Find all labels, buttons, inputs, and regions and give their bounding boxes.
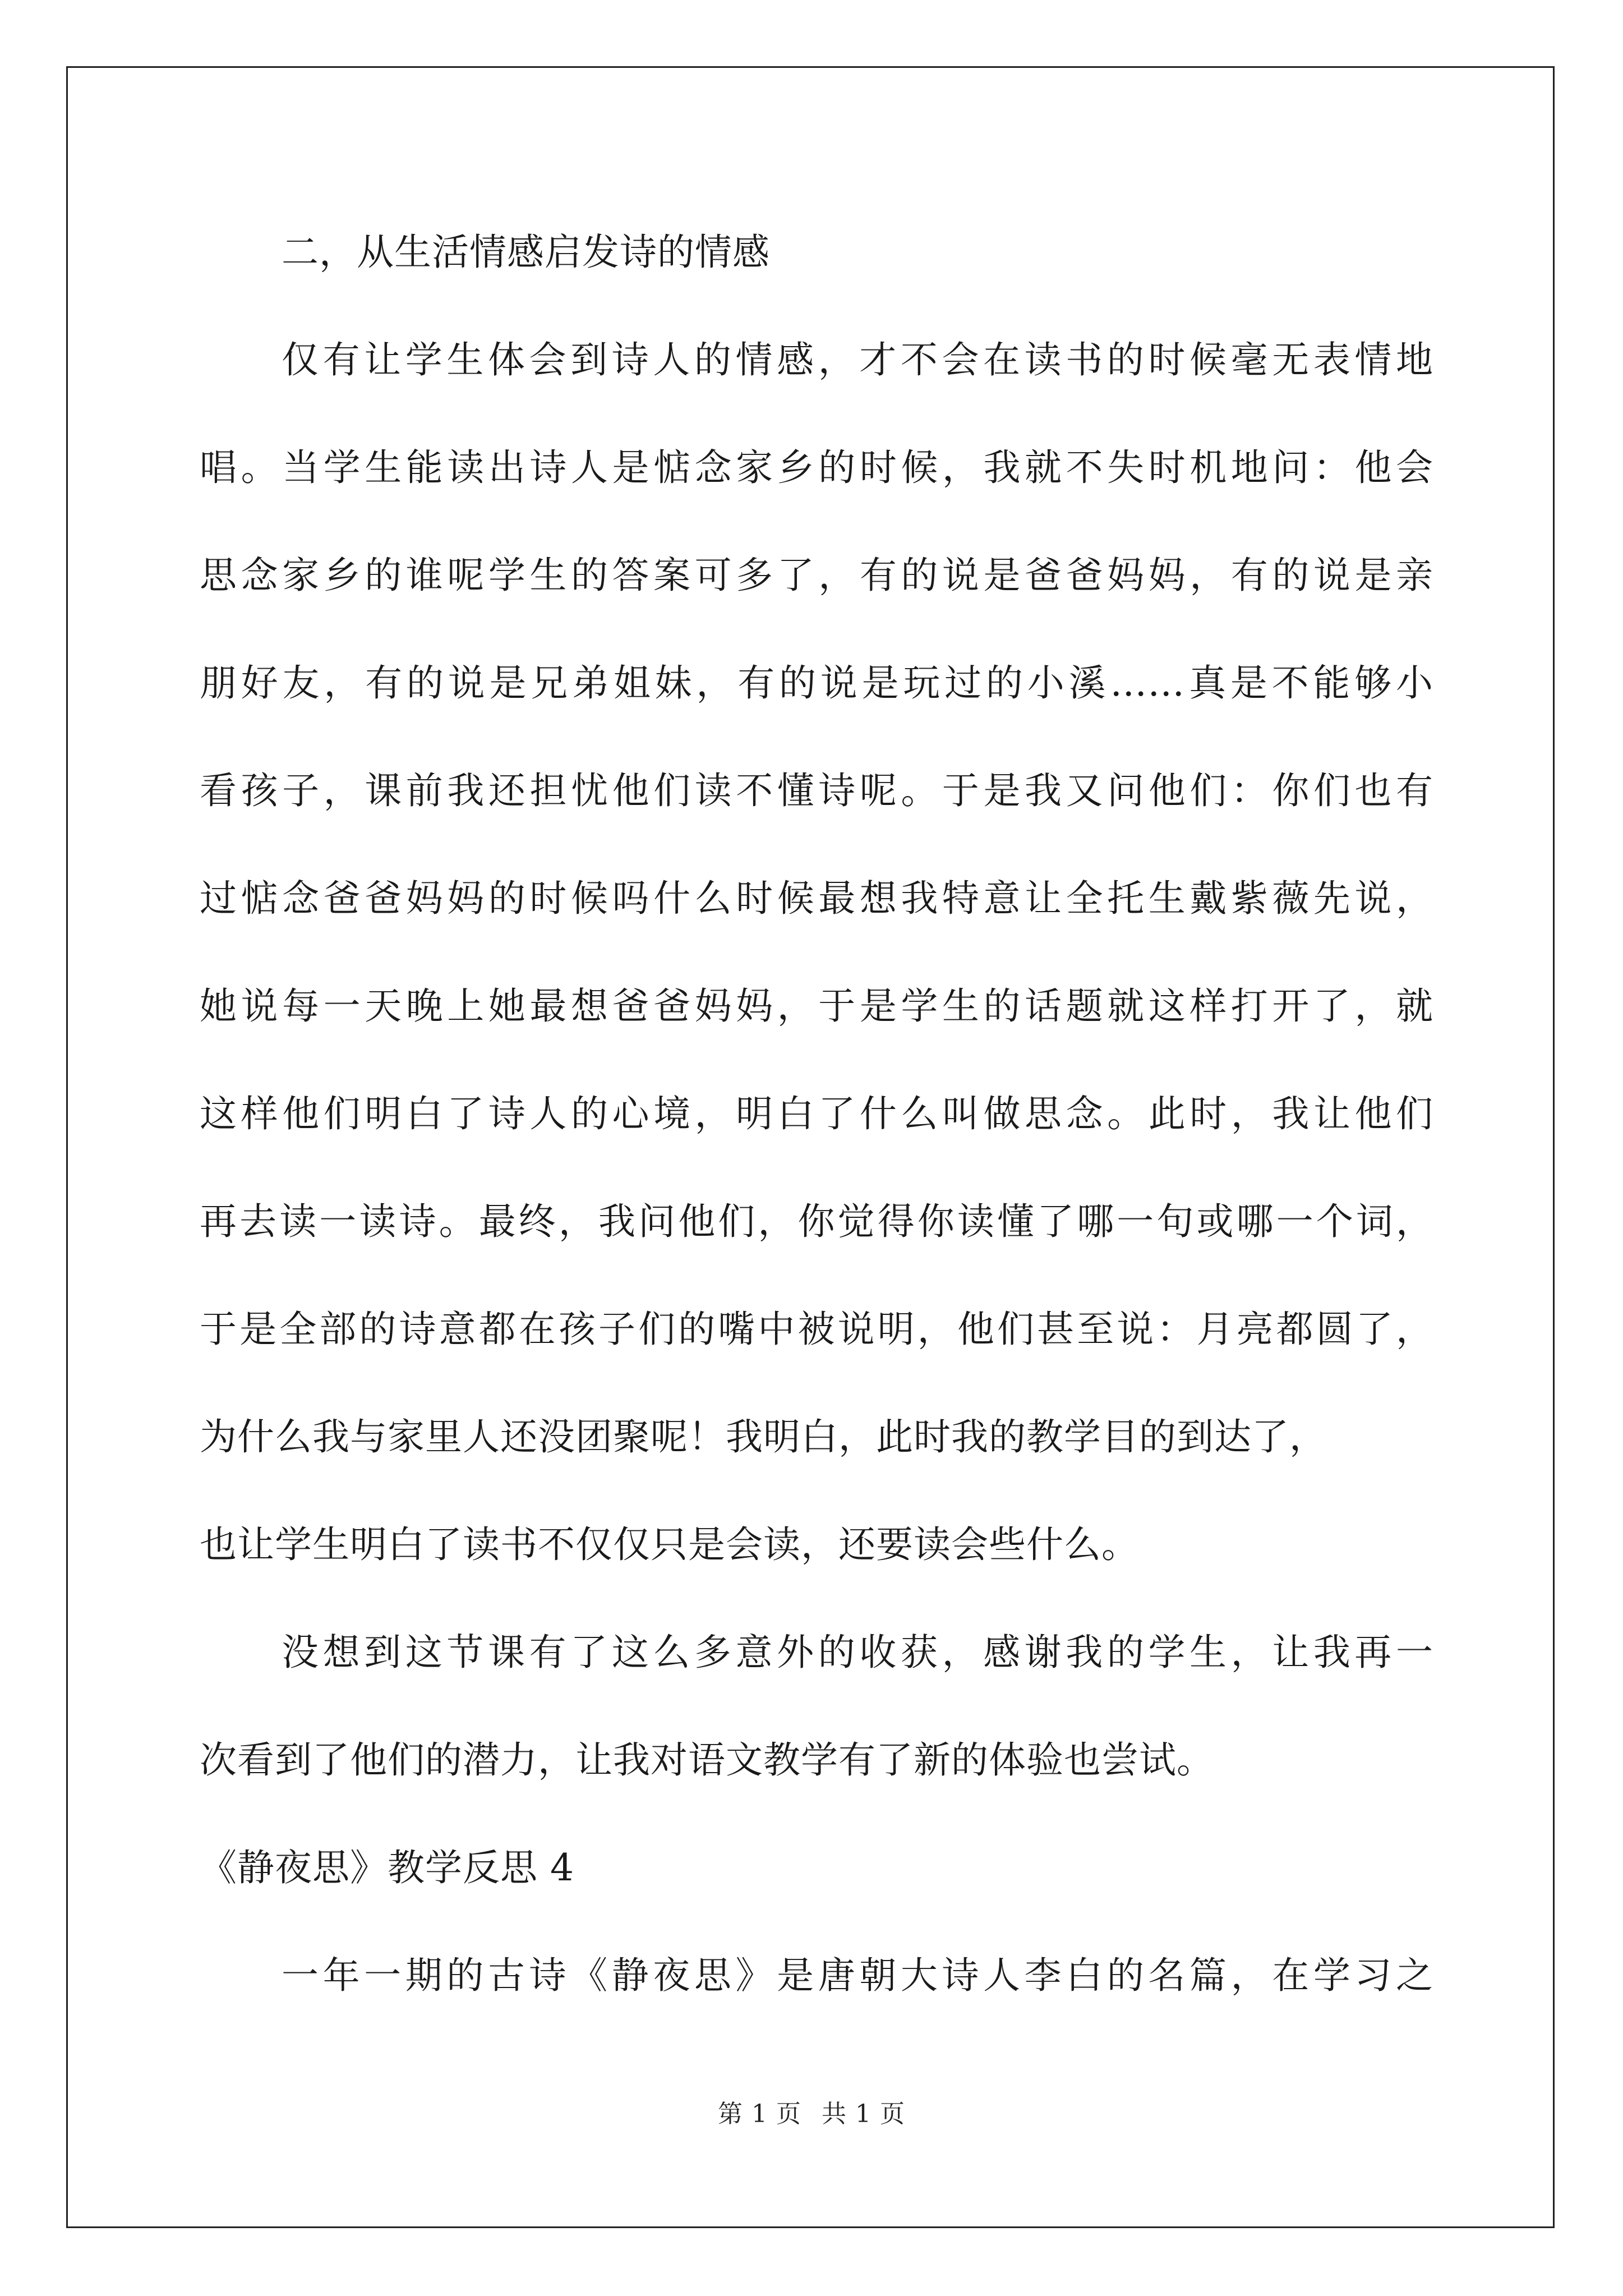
paragraph-line: 朋好友，有的说是兄弟姐妹，有的说是玩过的小溪……真是不能够小 [200,661,1433,705]
page-total: 共 1 页 [822,2100,905,2128]
page-number: 第 1 页 [718,2100,801,2128]
paragraph-line: 于是全部的诗意都在孩子们的嘴中被说明，他们甚至说：月亮都圆了， [200,1308,1433,1351]
paragraph-line: 思念家乡的谁呢学生的答案可多了，有的说是爸爸妈妈，有的说是亲 [200,554,1433,597]
paragraph-line: 唱。当学生能读出诗人是惦念家乡的时候，我就不失时机地问：他会 [200,446,1433,489]
paragraph-line: 她说每一天晚上她最想爸爸妈妈，于是学生的话题就这样打开了，就 [200,984,1433,1028]
paragraph-line: 这样他们明白了诗人的心境，明白了什么叫做思念。此时，我让他们 [200,1092,1433,1135]
paragraph-line: 没想到这节课有了这么多意外的收获，感谢我的学生，让我再一 [282,1631,1433,1674]
paragraph-line: 也让学生明白了读书不仅仅只是会读，还要读会些什么。 [200,1523,1139,1566]
paragraph-line: 为什么我与家里人还没团聚呢！我明白，此时我的教学目的到达了， [200,1415,1327,1458]
paragraph-line: 一年一期的古诗《静夜思》是唐朝大诗人李白的名篇，在学习之 [282,1954,1433,1997]
article-title: 《静夜思》教学反思 4 [200,1846,574,1889]
paragraph-line: 仅有让学生体会到诗人的情感，才不会在读书的时候毫无表情地 [282,338,1433,381]
document-body [200,213,1433,2044]
section-heading: 二，从生活情感启发诗的情感 [282,231,770,274]
paragraph-line: 次看到了他们的潜力，让我对语文教学有了新的体验也尝试。 [200,1738,1214,1782]
page-footer [0,2093,1623,2129]
paragraph-line: 看孩子，课前我还担忧他们读不懂诗呢。于是我又问他们：你们也有 [200,769,1433,812]
paragraph-line: 再去读一读诗。最终，我问他们，你觉得你读懂了哪一句或哪一个词， [200,1200,1433,1243]
paragraph-line: 过惦念爸爸妈妈的时候吗什么时候最想我特意让全托生戴紫薇先说， [200,877,1433,920]
